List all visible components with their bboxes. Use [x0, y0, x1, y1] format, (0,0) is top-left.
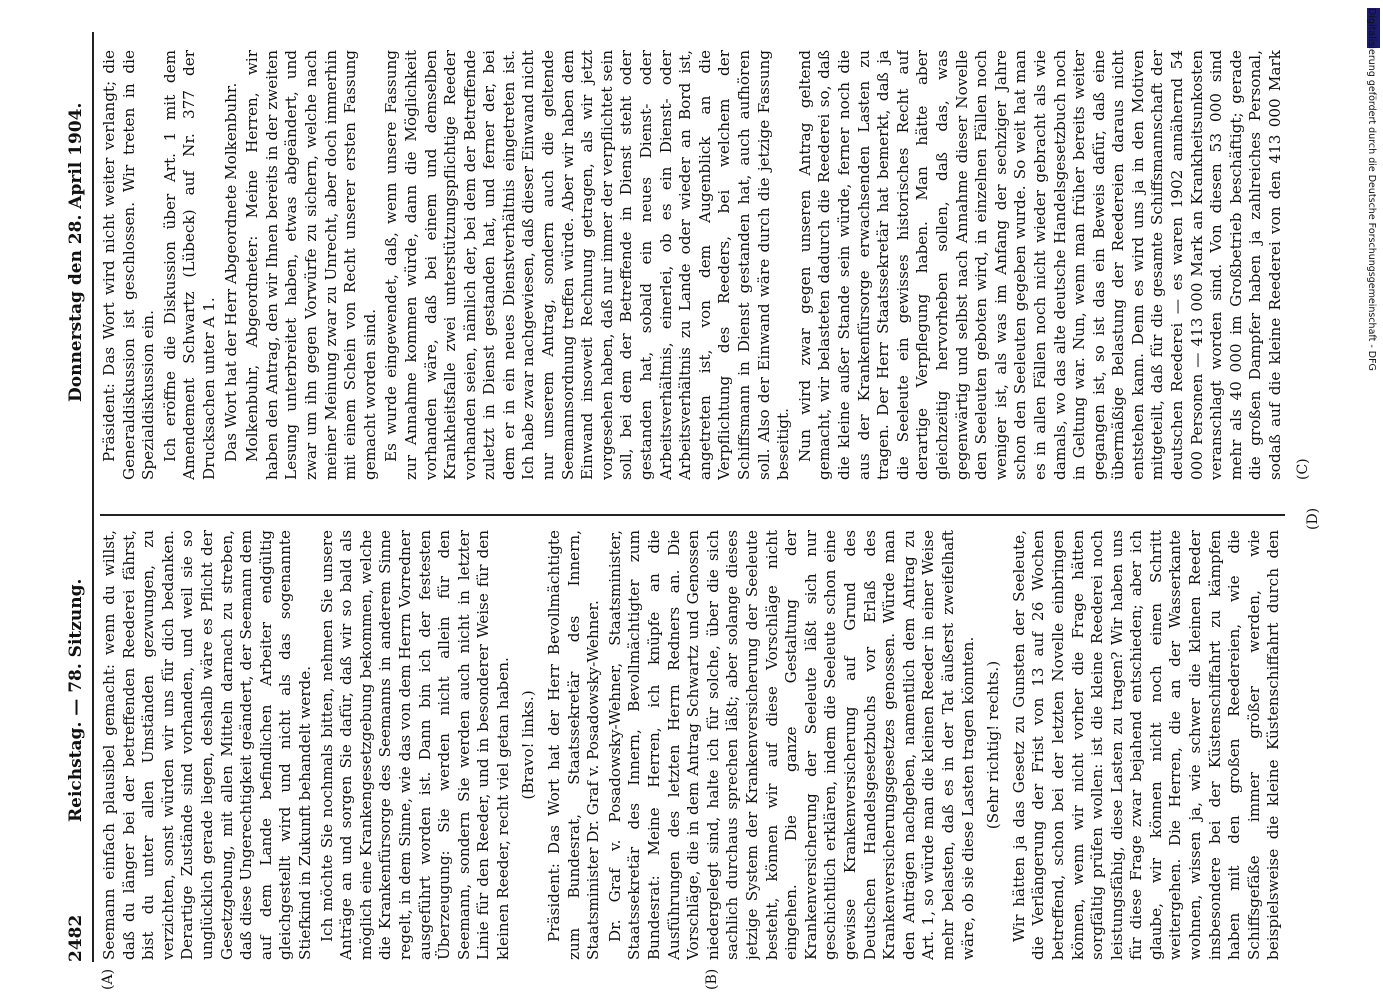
header-date: Donnerstag den 28. April 1904. [66, 102, 86, 402]
page-header [60, 32, 94, 962]
header-session: Reichstag. — 78. Sitzung. [66, 578, 86, 822]
interjection: (Bravo! links.) [519, 690, 538, 800]
digitization-note [1363, 8, 1379, 992]
margin-mark-c: (C) [1295, 458, 1311, 480]
margin-mark-d: (D) [1305, 507, 1321, 530]
page-number: 2482 [66, 914, 86, 962]
paragraph: Dr. Graf v. Posadowsky-Wehner, Staatsminister, Staatssekretär des Innern, Bevollmächtigter zum Bundesrat: Meine Herren, ich knüpfe an die Ausführungen des letzten Herrn Redners an. Die Vorschläge, die in dem Antrag Schwartz und Genossen niedergelegt sind, halte ich für solche, über die sich sachlich durchaus sprechen läßt; aber solange dieses jetzige System der Krankenversicherung der Seeleute besteht, können wir auf diese Vorschläge nicht eingehen. Die ganze Gestaltung der Krankenversicherung der Seeleute läßt sich nur geschichtlich erklären, indem die Seeleute schon eine gewisse Krankenversicherung auf Grund des Deutschen Handelsgesetzbuchs vor Erlaß des Krankenversicherungsgesetzes genossen. Würde man den Anträgen nachgeben, namentlich dem Antrag zu Art. 1, so würde man die kleinen Reeder in einer Weise mehr belasten, daß es in der Tat äußerst zweifelhaft wäre, ob sie diese Lasten tragen könnten. [605, 530, 977, 960]
paragraph: Wir hätten ja das Gesetz zu Gunsten der Seeleute, die Verlängerung der Frist von 13 auf 26 Wochen betreffend, schon bei der letzten Novelle einbringen können, wenn wir nicht vorher die Frage hätten sorgfältig prüfen wollen: ist die kleine Reederei noch leistungsfähig, diese Lasten zu tragen? Wir haben uns für diese Frage zwar bejahend entschieden; aber ich glaube, wir können nicht noch einen Schritt weitergehen. Die Herren, die an der Wasserkante wohnen, wissen ja, wie schwer die kleinen Reeder insbesondere bei der Küstenschiffahrt zu kämpfen haben mit den großen Reedereien, wie die Schiffsgefäße immer größer werden, wie beispielsweise die kleine Küstenschiffahrt durch den [1009, 530, 1283, 960]
interjection: (Sehr richtig! rechts.) [984, 660, 1003, 830]
paragraph: Ich eröffne die Diskussion über Art. 1 mit dem Amendement Schwartz (Lübeck) auf Nr. 377 der Drucksachen unter A 1. [160, 50, 218, 480]
right-column [100, 50, 1285, 480]
paragraph: Es wurde eingewendet, daß, wenn unsere Fassung zur Annahme kommen würde, dann die Möglichkeit vorhanden wäre, daß bei einem und demselben Krankheitsfalle zwei unterstützungspflichtige Reeder vorhanden seien, nämlich der, bei dem der Betreffende zuletzt in Dienst gestanden hat, und ferner der, bei dem er in ein neues Dienstverhältnis eingetreten ist. Ich habe zwar nachgewiesen, daß dieser Einwand nicht nur unserem Antrag, sondern auch die geltende Seemannsordnung treffen würde. Aber wir haben dem Einwand insoweit Rechnung getragen, als wir jetzt vorgesehen haben, daß nur immer der verpflichtet sein soll, bei dem der Betreffende in Dienst steht oder gestanden hat, sobald ein neues Dienst- oder Arbeitsverhältnis, einerlei, ob es ein Dienst- oder Arbeitsverhältnis zu Lande oder wieder an Bord ist, angetreten ist, von dem Augenblick an die Verpflichtung des Reeders, bei welchem der Schiffsmann in Dienst gestanden hat, auch aufhören soll. Also der Einwand wäre durch die jetzige Fassung beseitigt. [382, 50, 793, 480]
paragraph: Ich möchte Sie nochmals bitten, nehmen Sie unsere Anträge an und sorgen Sie dafür, daß wir so bald als möglich eine Krankengesetzgebung bekommen, welche die Krankenfürsorge des Seemanns in anderem Sinne regelt, in dem Sinne, wie das von dem Herrn Vorredner ausgeführt worden ist. Dann bin ich der festesten Überzeugung: Sie werden nicht allein für den Seemann, sondern Sie werden auch nicht in letzter Linie für den Reeder, und in besonderer Weise für den kleinen Reeder, recht viel getan haben. [317, 530, 512, 960]
paragraph: Das Wort hat der Herr Abgeordnete Molkenbuhr. [221, 82, 240, 462]
paragraph: Präsident: Das Wort wird nicht weiter verlangt; die Generaldiskussion ist geschlossen. Wir treten in die Spezialdiskussion ein. [100, 50, 158, 480]
column-divider [100, 514, 1285, 516]
paragraph: Seemann einfach plausibel gemacht: wenn du willst, daß du länger bei der betreffenden Reederei fährst, bist du unter allen Umständen gezwungen, zu verzichten, sonst würden wir uns für dich bedanken. Derartige Zustände sind vorhanden, und weil sie so unglücklich gerade liegen, deshalb wäre es Pflicht der Gesetzgebung, mit allen Mitteln darnach zu streben, daß diese Ungerechtigkeit geändert, der Seemann dem auf dem Lande befindlichen Arbeiter endgültig gleichgestellt wird und nicht als das sogenannte Stiefkind in Zukunft behandelt werde. [100, 530, 314, 960]
paragraph: Nun wird zwar gegen unseren Antrag geltend gemacht, wir belasteten dadurch die Reederei so, daß die kleine außer Stande sein würde, ferner noch die aus der Krankenfürsorge erwachsenden Lasten zu tragen. Der Herr Staatssekretär hat bemerkt, daß ja die Seeleute ein gewisses historisches Recht auf derartige Verpflegung haben. Man hätte aber gleichzeitig hervorheben sollen, daß das, was gegenwärtig und selbst nach Annahme dieser Novelle den Seeleuten geboten wird, in einzelnen Fällen noch weniger ist, als was im Anfang der sechziger Jahre schon den Seeleuten gegeben wurde. So weit hat man es in allen Fällen noch nicht wieder gebracht als wie damals, wo das alte deutsche Handelsgesetzbuch noch in Geltung war. Nun, wenn man früher bereits weiter gegangen ist, so ist das ein Beweis dafür, daß eine übermäßige Belastung der Reedereien daraus nicht entstehen kann. Denn es wird uns ja in den Motiven mitgeteilt, daß für die gesamte Schiffsmannschaft der deutschen Reederei — es waren 1902 annähernd 54 000 Personen — 413 000 Mark an Krankheitsunkosten veranschlagt worden sind. Von diesen 53 000 sind mehr als 40 000 im Großbetrieb beschäftigt; gerade die großen Dampfer haben ja zahlreiches Personal, sodaß auf die kleine Reederei von den 413 000 Mark [795, 50, 1285, 480]
digitization-note-text: Digitalisierung gefördert durch die Deutsche Forschungsgemeinschaft - DFG [1366, 8, 1377, 371]
margin-mark-a: (A) [100, 968, 116, 990]
paragraph: Molkenbuhr, Abgeordneter: Meine Herren, wir haben den Antrag, den wir Ihnen bereits in der zweiten Lesung unterbreitet haben, etwas abgeändert, und zwar um ihn gegen Vorwürfe zu sichern, welche nach meiner Meinung zwar zu Unrecht, aber doch immerhin mit einem Schein von Recht unserer ersten Fassung gemacht worden sind. [243, 50, 379, 480]
left-column [100, 530, 1285, 960]
margin-mark-b: (B) [704, 968, 720, 990]
paragraph: Präsident: Das Wort hat der Herr Bevollmächtigte zum Bundesrat, Staatssekretär des Innern, Staatsminister Dr. Graf v. Posadowsky-Wehner. [545, 530, 603, 960]
